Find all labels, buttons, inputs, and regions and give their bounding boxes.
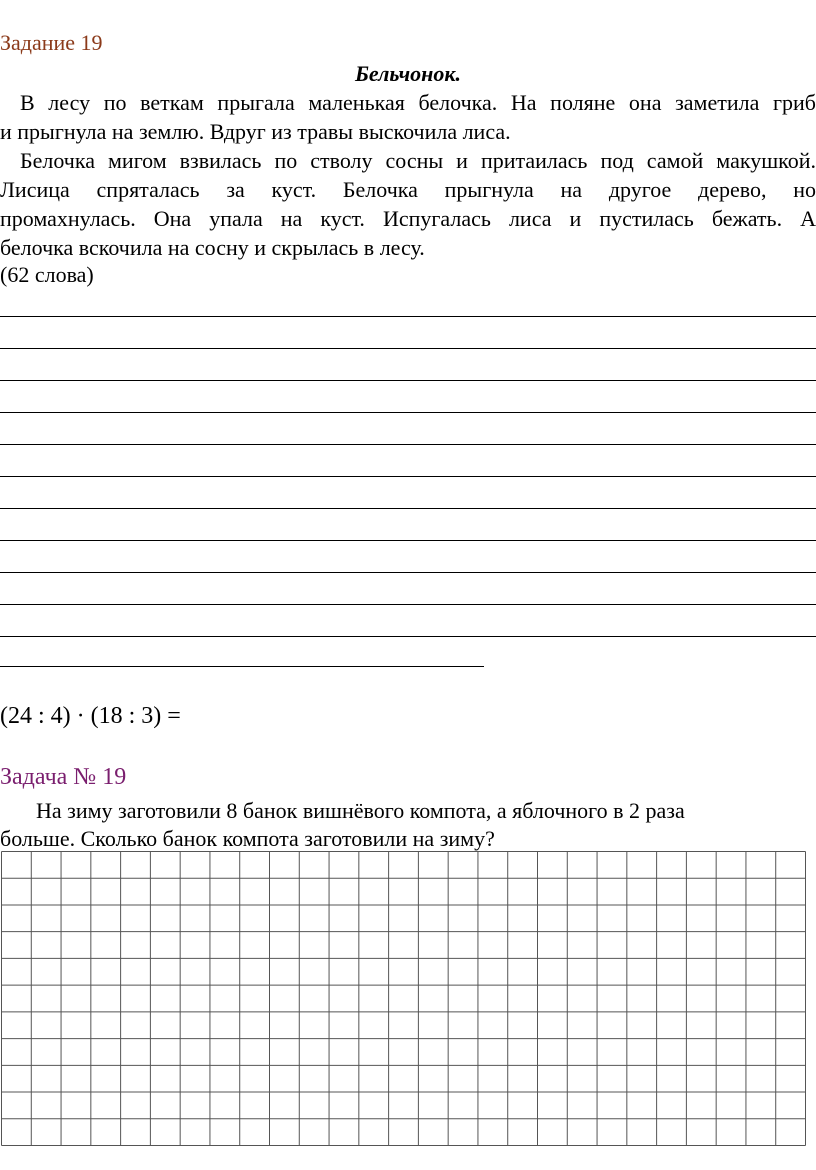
word-count: (62 слова): [0, 262, 94, 287]
writing-line[interactable]: [0, 380, 816, 381]
writing-line[interactable]: [0, 316, 816, 317]
story-line: промахнулась. Она упала на куст. Испугалась лиса и пустилась бежать. А: [0, 206, 816, 231]
story-line: и прыгнула на землю. Вдруг из травы выскочила лиса.: [0, 119, 511, 144]
math-expression: (24 : 4) · (18 : 3) =: [0, 703, 181, 729]
problem-line: больше. Сколько банок компота заготовили на зиму?: [0, 826, 495, 851]
problem-text: [0, 797, 790, 853]
writing-line[interactable]: [0, 572, 816, 573]
writing-line[interactable]: [0, 604, 816, 605]
story-title: Бельчонок.: [354, 61, 462, 86]
writing-line[interactable]: [0, 476, 816, 477]
writing-line[interactable]: [0, 636, 816, 637]
writing-line[interactable]: [0, 540, 816, 541]
task-title: Задание 19: [0, 30, 103, 55]
writing-line[interactable]: [0, 412, 816, 413]
story-paragraph-1: [0, 88, 816, 146]
writing-line[interactable]: [0, 348, 816, 349]
writing-line[interactable]: [0, 508, 816, 509]
answer-grid[interactable]: [0, 850, 808, 1148]
story-line: Лисица спряталась за куст. Белочка прыгнула на другое дерево, но: [0, 177, 816, 202]
writing-line[interactable]: [0, 666, 484, 667]
story-line: белочка вскочила на сосну и скрылась в лесу.: [0, 235, 425, 260]
story-line: Белочка мигом взвилась по стволу сосны и притаилась под самой макушкой.: [20, 148, 816, 173]
problem-line: На зиму заготовили 8 банок вишнёвого компота, а яблочного в 2 раза: [36, 798, 685, 823]
story-paragraph-2: [0, 146, 816, 262]
writing-line[interactable]: [0, 444, 816, 445]
problem-title: Задача № 19: [0, 764, 127, 790]
story-line: В лесу по веткам прыгала маленькая белочка. На поляне она заметила гриб: [20, 90, 816, 115]
